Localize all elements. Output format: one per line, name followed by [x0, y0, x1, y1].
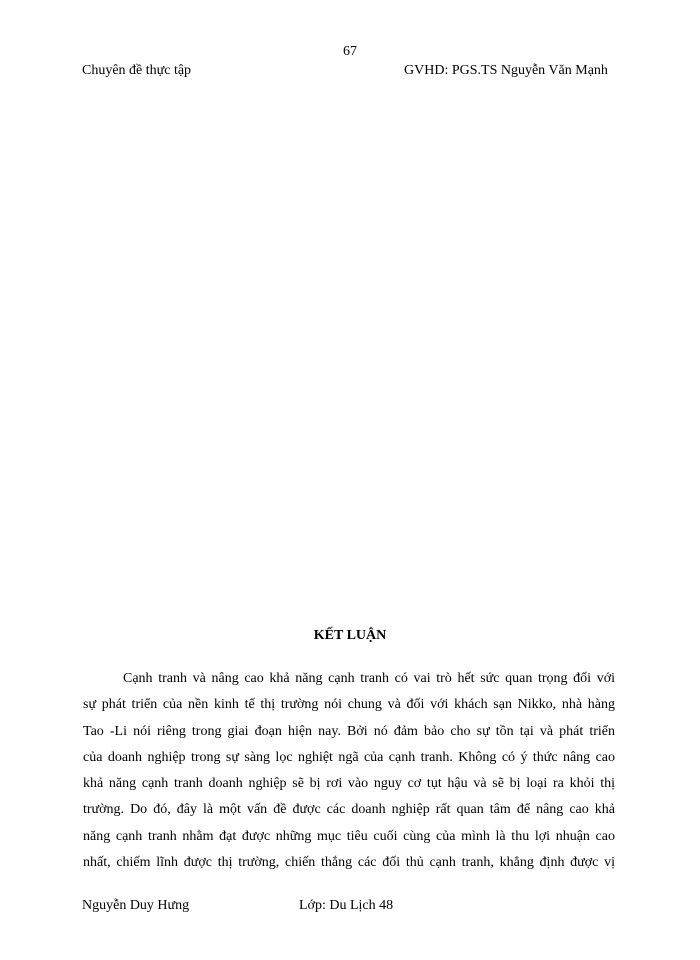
conclusion-paragraph	[83, 666, 615, 876]
footer-class: Lớp: Du Lịch 48	[299, 898, 394, 913]
paragraph-line: Cạnh tranh và nâng cao khả năng cạnh tranh có vai trò hết sức quan trọng đối với	[123, 671, 615, 686]
paragraph-line: sự phát triển của nền kinh tế thị trường nói chung và đối với khách sạn Nikko, nhà hàng	[83, 697, 615, 713]
paragraph-line: trường. Do đó, đây là một vấn đề được các doanh nghiệp rất quan tâm để nâng cao khả	[83, 802, 615, 818]
paragraph-line: của doanh nghiệp trong sự sàng lọc nghiệt ngã của cạnh tranh. Không có ý thức nâng cao	[83, 749, 615, 765]
page-number: 67	[343, 44, 357, 59]
paragraph-line: nhất, chiếm lĩnh được thị trường, chiến thắng các đối thủ cạnh tranh, khẳng định được vị	[83, 855, 615, 871]
paragraph-line: Tao -Li nói riêng trong giai đoạn hiện nay. Bởi nó đảm bảo cho sự tồn tại và phát triển	[83, 723, 615, 739]
header-document-type: Chuyên đề thực tập	[82, 63, 192, 78]
paragraph-line: năng cạnh tranh nhằm đạt được những mục tiêu cuối cùng của mình là thu lợi nhuận cao	[83, 828, 615, 844]
footer-author: Nguyễn Duy Hưng	[82, 898, 190, 913]
paragraph-line: khả năng cạnh tranh doanh nghiệp sẽ bị rơi vào nguy cơ tụt hậu và sẽ bị loại ra khỏi thị	[83, 776, 615, 792]
section-title: KẾT LUẬN	[313, 628, 387, 643]
header-supervisor: GVHD: PGS.TS Nguyễn Văn Mạnh	[404, 63, 608, 78]
